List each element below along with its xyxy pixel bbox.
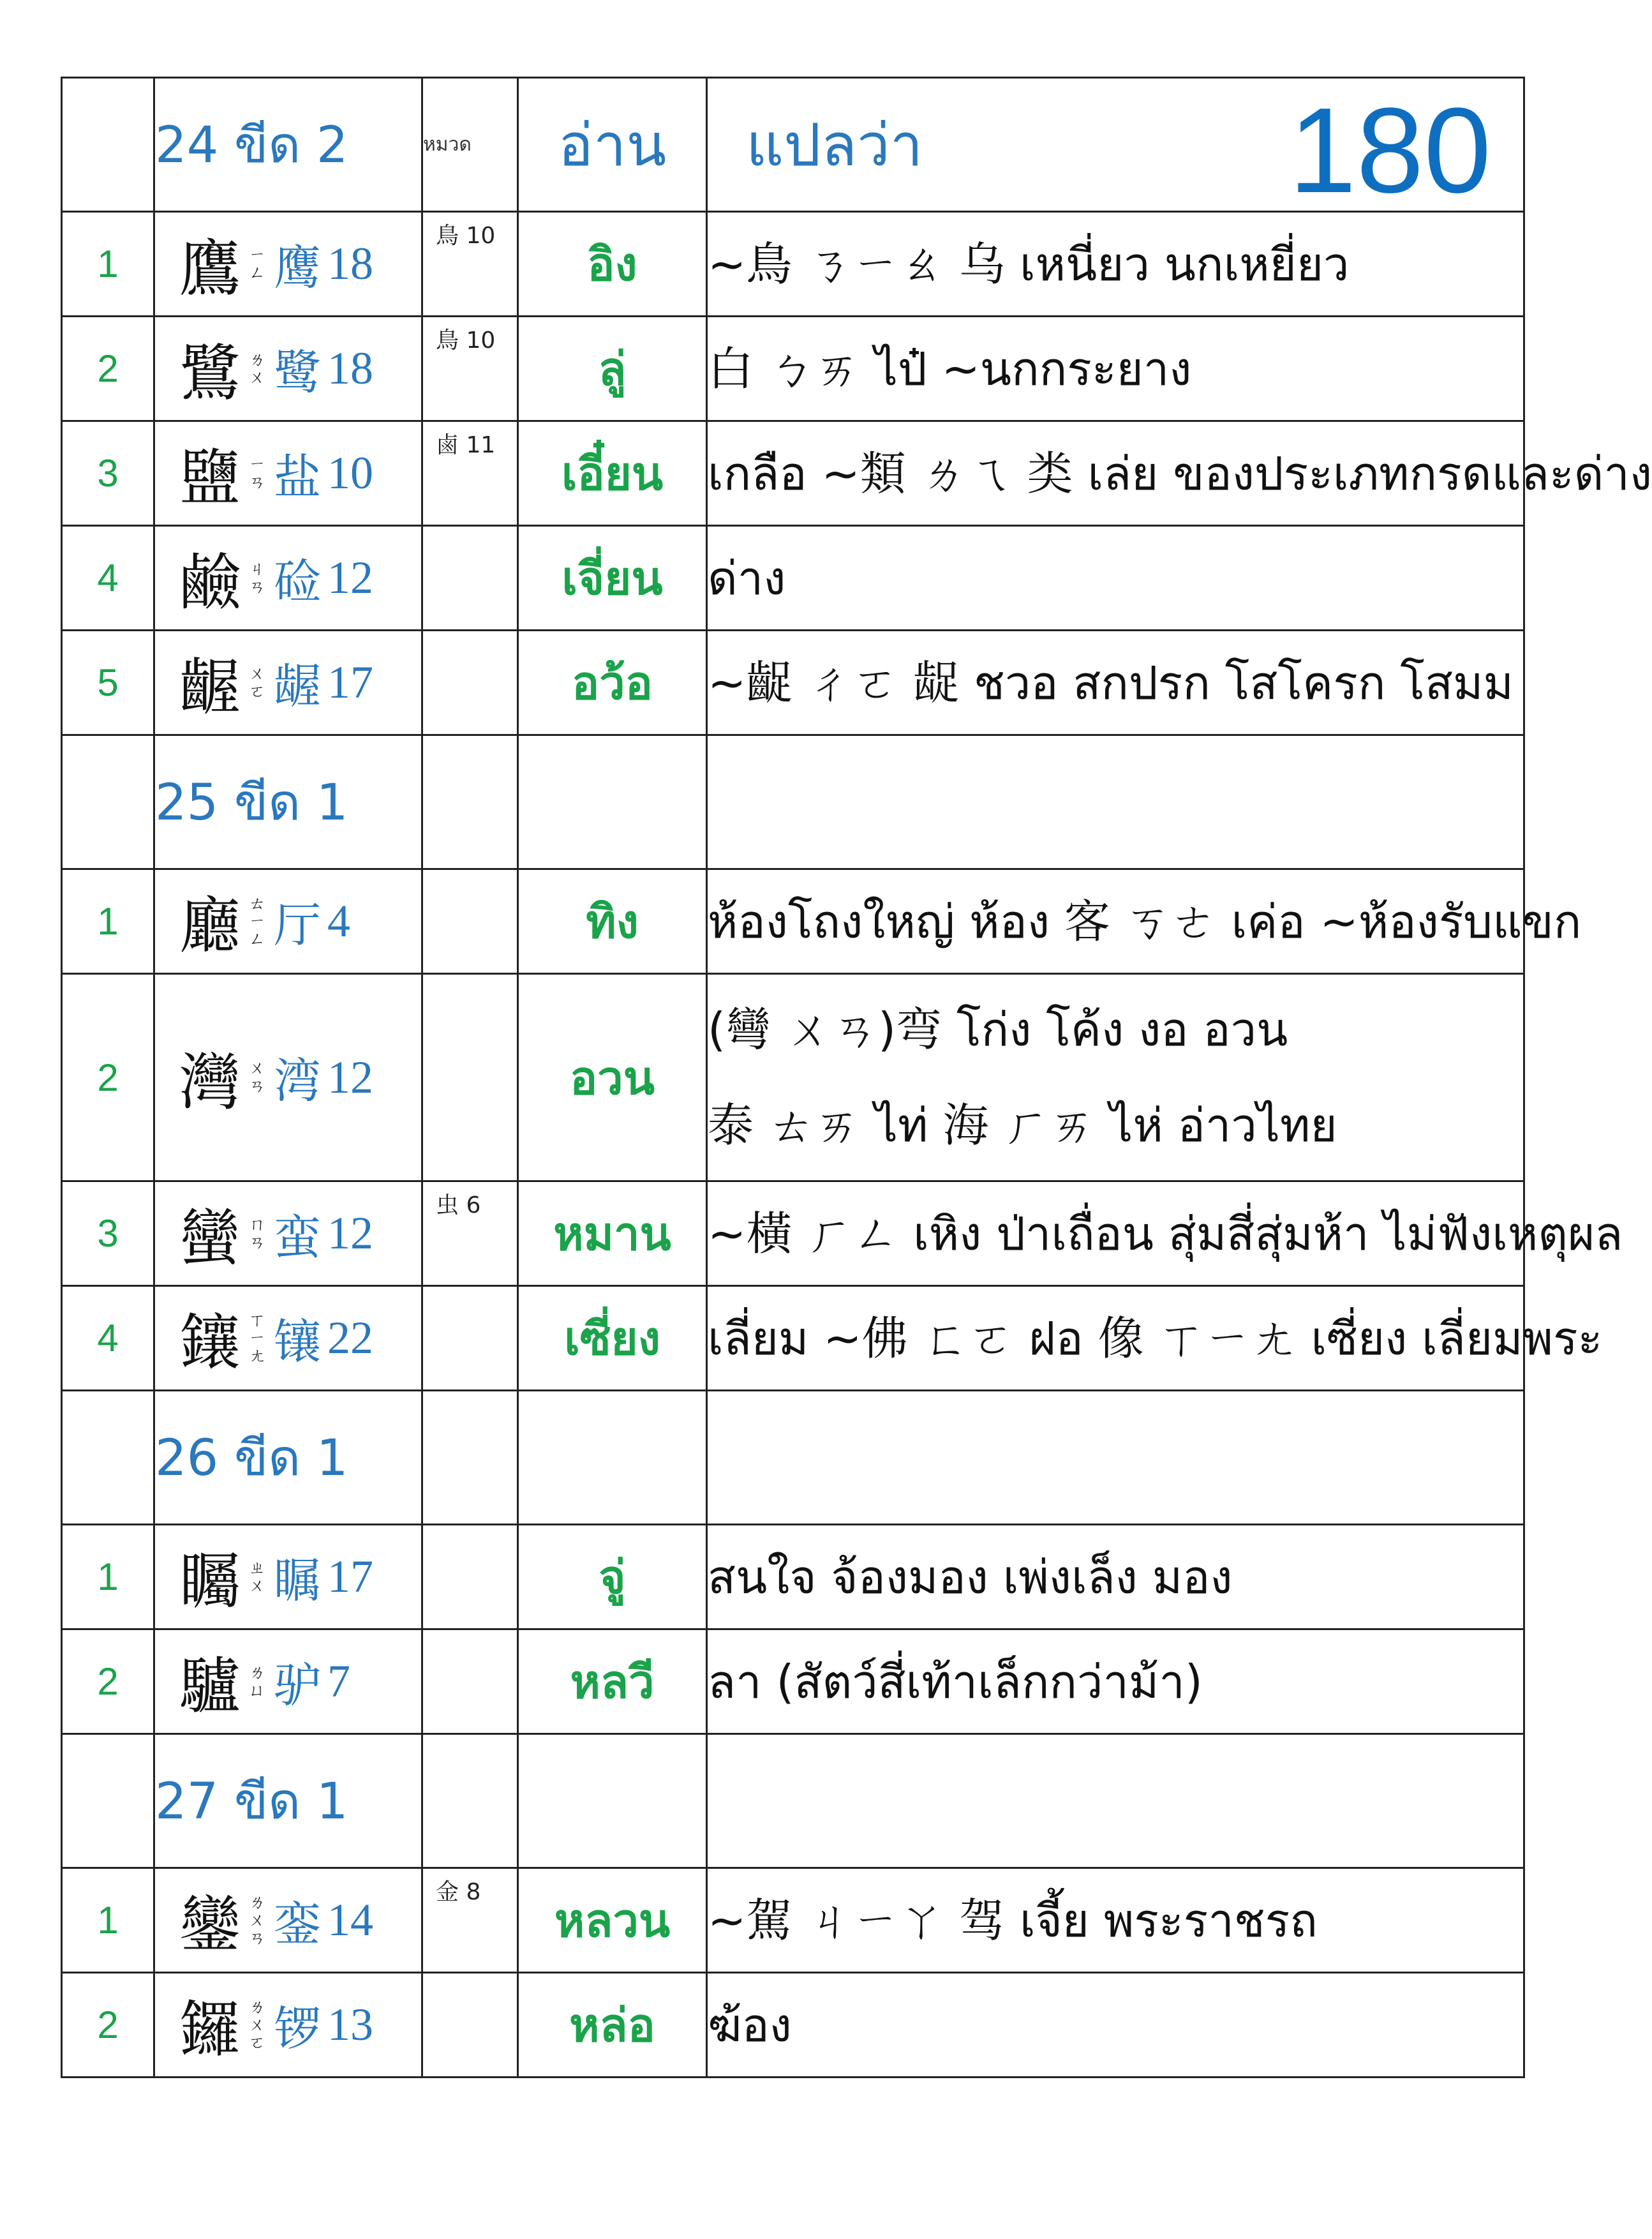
char-group [155, 430, 421, 517]
reading: หล่อ [518, 1973, 707, 2078]
meaning-cell [707, 317, 1524, 421]
meaning-cell [707, 1181, 1623, 1286]
zhuyin: ㄇ ㄢ [248, 1215, 265, 1252]
char-group [155, 1190, 421, 1277]
radical-cell [422, 1525, 518, 1629]
char-group [155, 1034, 421, 1121]
table-row [62, 1525, 1524, 1629]
section-radical-cell [422, 735, 518, 869]
char-cell [154, 869, 422, 974]
page-number: 180 [1288, 83, 1491, 218]
table-row [62, 974, 1524, 1181]
reading: อวน [518, 974, 707, 1181]
meaning-cell [707, 869, 1582, 974]
traditional-char: 灣 [179, 1046, 241, 1118]
radical: 金 8 [436, 1879, 481, 1905]
char-group [155, 1638, 421, 1725]
header-meaning-label: แปลว่า [746, 111, 923, 179]
char-group [155, 325, 421, 412]
meaning-cell [707, 974, 1524, 1181]
simplified-char: 硷 [274, 554, 321, 610]
traditional-char: 矚 [179, 1546, 241, 1617]
traditional-char: 蠻 [179, 1202, 241, 1274]
meaning: สนใจ จ้องมอง เพ่งเล็ง มอง [708, 1550, 1233, 1604]
char-cell [154, 317, 422, 421]
radical-cell [422, 1973, 518, 2078]
simplified-char: 瞩 [274, 1553, 321, 1608]
simplified-char: 蛮 [274, 1209, 321, 1265]
table-row [62, 1286, 1524, 1391]
row-number: 1 [62, 212, 154, 317]
reading: ทิง [518, 869, 707, 974]
char-group [155, 1294, 421, 1382]
zhuyin: ㄓ ㄨ [248, 1558, 265, 1596]
meaning: ~齪 ㄔㄛ 龊 ชวอ สกปรก โสโครก โสมม [708, 655, 1514, 710]
meaning: ~橫 ㄏㄥ เหิง ป่าเถื่อน สุ่มสี่สุ่มห้า ไม่ฟังเหตุผล [708, 1206, 1623, 1261]
section-radical-cell [422, 1734, 518, 1868]
zhuyin: ㄊ ㄧ ㄥ [248, 894, 265, 949]
table-row [62, 526, 1524, 631]
traditional-char: 鷹 [179, 233, 241, 304]
meaning-cell [707, 1973, 1524, 2078]
section-title: 26 ขีด 1 [154, 1391, 422, 1525]
meaning: ลา (สัตว์สี่เท้าเล็กกว่าม้า) [708, 1654, 1203, 1709]
zhuyin: ㄧ ㄢ [248, 454, 265, 492]
char-group [155, 1876, 421, 1964]
stroke-count: 18 [327, 238, 373, 289]
radical-cell [422, 1629, 518, 1734]
dictionary-table [61, 77, 1652, 2078]
meaning-cell [707, 421, 1652, 526]
table-row [62, 869, 1524, 974]
meaning-cell [707, 212, 1524, 317]
char-group [155, 534, 421, 622]
radical: 虫 6 [436, 1192, 481, 1218]
stroke-count: 22 [327, 1312, 373, 1363]
simplified-char: 鹭 [274, 345, 321, 400]
row-number: 2 [62, 317, 154, 421]
radical-cell [422, 421, 518, 526]
table-row [62, 212, 1524, 317]
table-row [62, 1973, 1524, 2078]
zhuyin: ㄌ ㄨ [248, 350, 265, 387]
meaning: เกลือ ~類 ㄌㄟ 类 เล่ย ของประเภทกรดและด่าง [708, 446, 1652, 500]
reading: เซี่ยง [518, 1286, 707, 1391]
table-row [62, 1629, 1524, 1734]
meaning-cell [707, 1868, 1524, 1973]
meaning-cell [707, 631, 1524, 735]
radical-cell [422, 974, 518, 1181]
zhuyin: ㄐ ㄢ [248, 559, 265, 597]
traditional-char: 鷺 [179, 338, 241, 409]
header-radical-label: หมวด [422, 78, 518, 212]
section-num-cell [62, 1391, 154, 1525]
char-group [155, 1533, 421, 1621]
row-number: 4 [62, 1286, 154, 1391]
traditional-char: 廳 [179, 890, 241, 962]
zhuyin: ㄌ ㄨ ㄛ [248, 1997, 265, 2053]
meaning: เลี่ยม ~佛 ㄈㄛ ฝอ 像 ㄒㄧㄤ เซี่ยง เลี่ยมพระ [708, 1311, 1603, 1365]
section-num-cell [62, 1734, 154, 1868]
char-cell [154, 631, 422, 735]
radical-cell [422, 1868, 518, 1973]
reading: อิง [518, 212, 707, 317]
row-number: 1 [62, 1525, 154, 1629]
reading: หมาน [518, 1181, 707, 1286]
simplified-char: 镶 [274, 1314, 321, 1370]
radical-cell [422, 1286, 518, 1391]
header-num-cell [62, 78, 154, 212]
stroke-count: 17 [327, 657, 373, 708]
traditional-char: 齷 [179, 652, 241, 723]
zhuyin: ㄌ ㄨ ㄢ [248, 1892, 265, 1948]
char-cell [154, 1181, 422, 1286]
traditional-char: 鑼 [179, 1994, 241, 2065]
section-row [62, 1734, 1524, 1868]
meaning: ~鳥 ㄋㄧㄠ 乌 เหนี่ยว นกเหยี่ยว [708, 237, 1350, 291]
row-number: 1 [62, 1868, 154, 1973]
reading: จู่ [518, 1525, 707, 1629]
section-radical-cell [422, 1391, 518, 1525]
section-num-cell [62, 735, 154, 869]
radical-cell [422, 212, 518, 317]
meaning: (彎 ㄨㄢ)弯 โก่ง โค้ง งอ อวน [708, 1003, 1288, 1056]
row-number: 2 [62, 974, 154, 1181]
meaning: ด่าง [708, 551, 786, 605]
section-meaning-cell [707, 1734, 1524, 1868]
header-reading-label: อ่าน [518, 78, 707, 212]
table-body [62, 78, 1652, 2078]
zhuyin: ㄨ ㄛ [248, 664, 265, 701]
row-number: 4 [62, 526, 154, 631]
radical-cell [422, 631, 518, 735]
table-row [62, 317, 1524, 421]
char-cell [154, 1973, 422, 2078]
radical-cell [422, 1181, 518, 1286]
stroke-count: 14 [327, 1894, 373, 1945]
radical: 鳥 10 [436, 223, 496, 249]
reading: หลวน [518, 1868, 707, 1973]
radical-cell [422, 526, 518, 631]
table-row [62, 631, 1524, 735]
meaning: ฆ้อง [708, 1998, 792, 2052]
row-number: 3 [62, 1181, 154, 1286]
header-row [62, 78, 1524, 212]
meaning-cell [707, 526, 1524, 631]
section-title: 25 ขีด 1 [154, 735, 422, 869]
zhuyin: ㄒ ㄧ ㄤ [248, 1310, 265, 1366]
section-reading-cell [518, 735, 707, 869]
zhuyin: ㄌ ㄩ [248, 1663, 265, 1700]
zhuyin: ㄧ ㄥ [248, 245, 265, 283]
row-number: 5 [62, 631, 154, 735]
simplified-char: 銮 [274, 1896, 321, 1952]
row-number: 2 [62, 1973, 154, 2078]
reading: เจี่ยน [518, 526, 707, 631]
zhuyin: ㄨ ㄢ [248, 1059, 265, 1096]
radical: 鳥 10 [436, 327, 496, 354]
section-meaning-cell [707, 1391, 1524, 1525]
stroke-count: 18 [327, 343, 373, 394]
char-cell [154, 1868, 422, 1973]
char-group [155, 878, 421, 965]
header-section: 24 ขีด 2 [154, 78, 422, 212]
char-cell [154, 212, 422, 317]
row-number: 3 [62, 421, 154, 526]
radical-cell [422, 869, 518, 974]
section-meaning-cell [707, 735, 1524, 869]
char-cell [154, 526, 422, 631]
traditional-char: 鹼 [179, 547, 241, 618]
stroke-count: 12 [327, 1051, 373, 1103]
section-title: 27 ขีด 1 [154, 1734, 422, 1868]
reading: ลู่ [518, 317, 707, 421]
simplified-char: 龌 [274, 659, 321, 714]
meaning-cell [707, 1525, 1524, 1629]
table-row [62, 1868, 1524, 1973]
stroke-count: 12 [327, 1208, 373, 1259]
reading: เอี๋ยน [518, 421, 707, 526]
char-group [155, 220, 421, 308]
section-reading-cell [518, 1391, 707, 1525]
radical-cell [422, 317, 518, 421]
meaning: 白 ㄅㄞ ไป๋ ~นกกระยาง [708, 341, 1192, 396]
section-row [62, 735, 1524, 869]
header-meaning-cell [707, 78, 1524, 218]
simplified-char: 厅 [274, 897, 321, 953]
simplified-char: 湾 [274, 1054, 321, 1109]
section-row [62, 1391, 1524, 1525]
traditional-char: 鑲 [179, 1307, 241, 1379]
meaning-cell [707, 1286, 1603, 1391]
char-cell [154, 1286, 422, 1391]
stroke-count: 17 [327, 1551, 373, 1602]
char-group [155, 1981, 421, 2069]
table-row [62, 421, 1524, 526]
simplified-char: 鹰 [274, 240, 321, 296]
stroke-count: 13 [327, 1999, 373, 2050]
section-reading-cell [518, 1734, 707, 1868]
simplified-char: 锣 [274, 2001, 321, 2056]
meaning: ห้องโถงใหญ่ ห้อง 客 ㄎㄜ เค่อ ~ห้องรับแขก [708, 894, 1582, 948]
stroke-count: 12 [327, 552, 373, 603]
simplified-char: 驴 [274, 1658, 321, 1713]
reading: อว้อ [518, 631, 707, 735]
char-cell [154, 421, 422, 526]
meaning-line-2: 泰 ㄊㄞ ไท่ 海 ㄏㄞ ไห่ อ่าวไทย [708, 1098, 1337, 1152]
simplified-char: 盐 [274, 449, 321, 505]
row-number: 1 [62, 869, 154, 974]
char-cell [154, 1629, 422, 1734]
stroke-count: 7 [327, 1656, 350, 1707]
meaning-cell [707, 1629, 1524, 1734]
traditional-char: 鹽 [179, 442, 241, 514]
row-number: 2 [62, 1629, 154, 1734]
char-cell [154, 974, 422, 1181]
char-group [155, 639, 421, 726]
table-row [62, 1181, 1524, 1286]
stroke-count: 4 [327, 895, 350, 947]
traditional-char: 驢 [179, 1651, 241, 1722]
radical: 鹵 11 [436, 432, 496, 458]
reading: หลวี [518, 1629, 707, 1734]
traditional-char: 鑾 [179, 1889, 241, 1961]
char-cell [154, 1525, 422, 1629]
meaning: ~駕 ㄐㄧㄚ 驾 เจี้ย พระราชรถ [708, 1893, 1318, 1947]
stroke-count: 10 [327, 447, 373, 498]
